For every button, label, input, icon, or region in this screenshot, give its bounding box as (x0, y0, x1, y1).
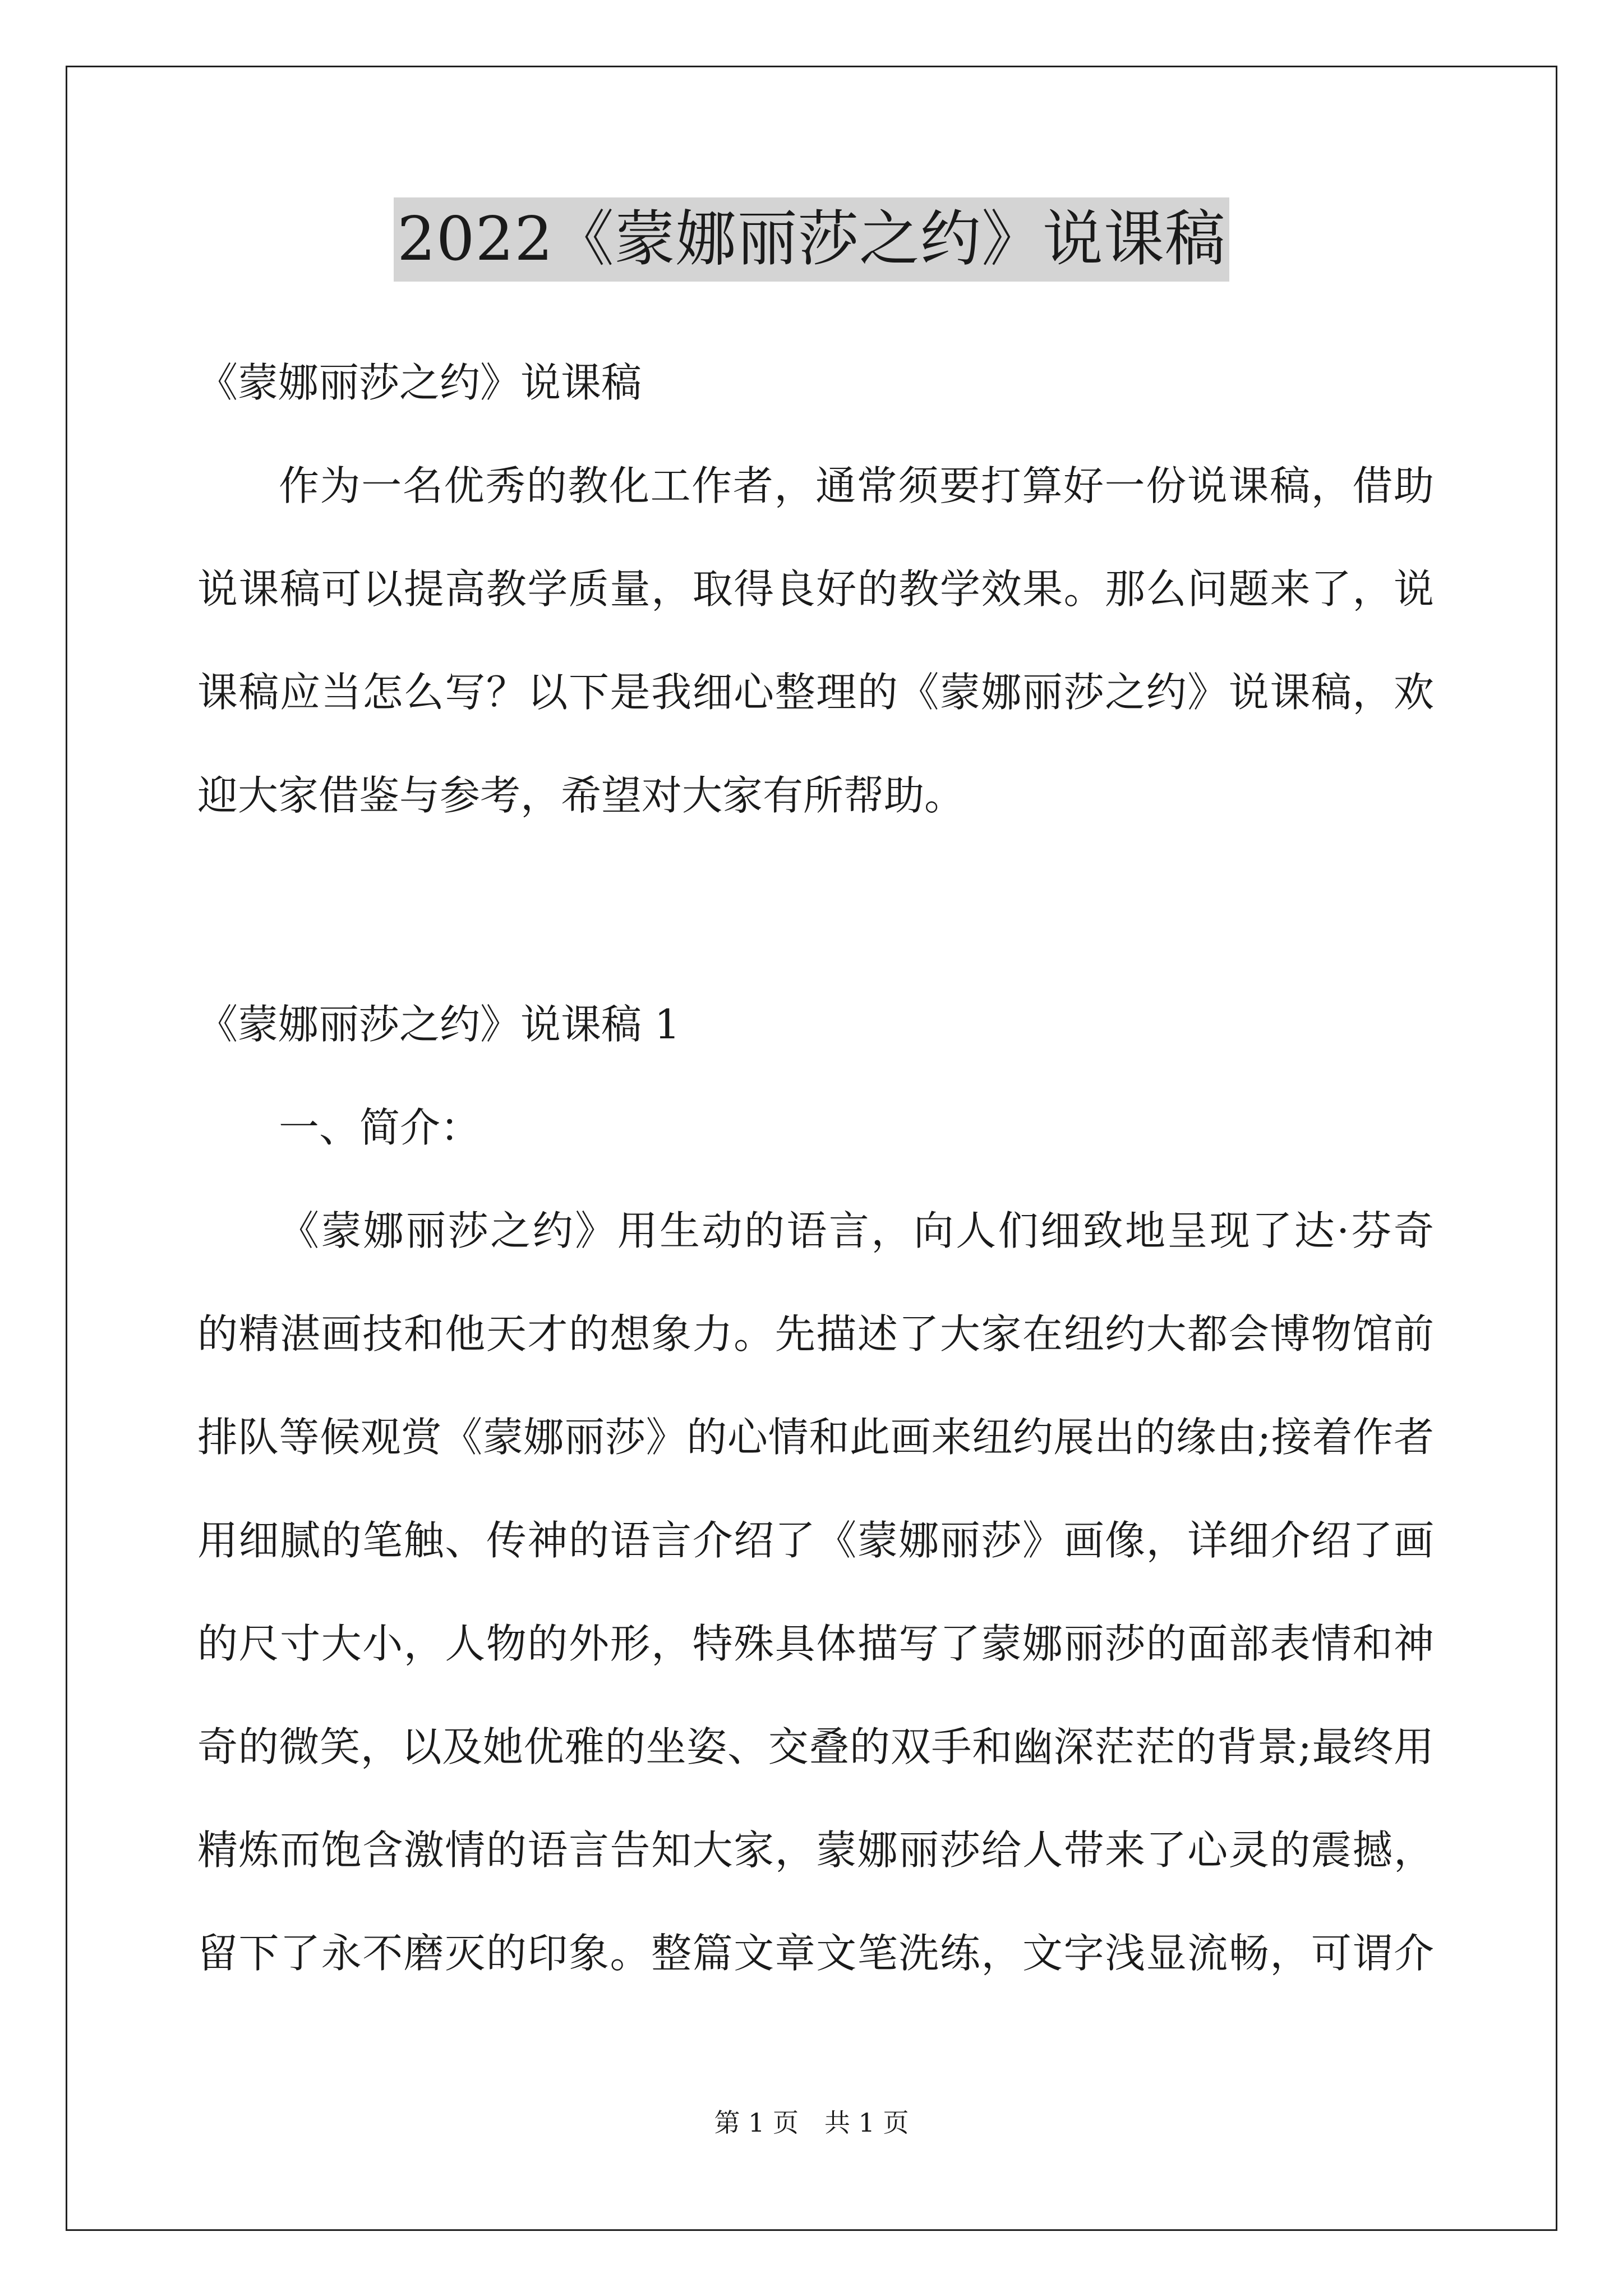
intro-line-1: 作为一名优秀的教化工作者，通常须要打算好一份说课稿，借助 (279, 462, 1434, 509)
body-line-5: 的尺寸大小，人物的外形，特殊具体描写了蒙娜丽莎的面部表情和神 (197, 1620, 1434, 1667)
section-heading: 《蒙娜丽莎之约》说课稿 1 (197, 1001, 680, 1048)
intro-line-2: 说课稿可以提高教学质量，取得良好的教学效果。那么问题来了，说 (197, 565, 1434, 613)
body-line-3: 排队等候观赏《蒙娜丽莎》的心情和此画来纽约展出的缘由;接着作者 (197, 1414, 1434, 1461)
body-line-8: 留下了永不磨灭的印象。整篇文章文笔洗练，文字浅显流畅，可谓介 (197, 1930, 1434, 1977)
body-line-1: 《蒙娜丽莎之约》用生动的语言，向人们细致地呈现了达·芬奇 (279, 1207, 1434, 1254)
body-line-7: 精炼而饱含激情的语言告知大家，蒙娜丽莎给人带来了心灵的震撼， (197, 1826, 1434, 1874)
page-footer: 第 1 页 共 1 页 (714, 2108, 909, 2138)
body-line-4: 用细腻的笔触、传神的语言介绍了《蒙娜丽莎》画像，详细介绍了画 (197, 1517, 1434, 1564)
body-line-2: 的精湛画技和他天才的想象力。先描述了大家在纽约大都会博物馆前 (197, 1310, 1434, 1358)
document-subtitle: 《蒙娜丽莎之约》说课稿 (197, 359, 642, 406)
body-line-6: 奇的微笑，以及她优雅的坐姿、交叠的双手和幽深茫茫的背景;最终用 (197, 1723, 1434, 1770)
intro-line-4: 迎大家借鉴与参考，希望对大家有所帮助。 (197, 772, 965, 819)
document-title: 2022《蒙娜丽莎之约》说课稿 (394, 197, 1229, 282)
title-container (0, 197, 1623, 282)
intro-line-3: 课稿应当怎么写？以下是我细心整理的《蒙娜丽莎之约》说课稿，欢 (197, 669, 1434, 716)
subsection-heading: 一、简介： (279, 1104, 481, 1151)
